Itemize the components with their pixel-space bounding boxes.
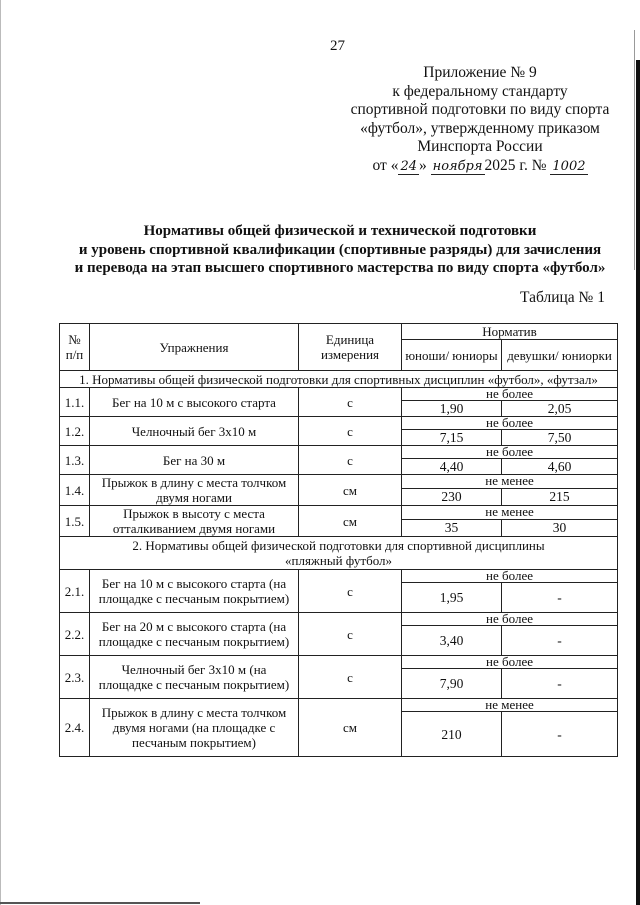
row-norm-type: не более [402, 388, 618, 401]
row-num: 1.2. [60, 417, 90, 446]
row-exercise: Челночный бег 3х10 м [90, 417, 299, 446]
section-title-line: «пляжный футбол» [285, 553, 393, 568]
row-norm-type: не более [402, 570, 618, 583]
header-girls: девушки/ юниорки [502, 340, 618, 371]
row-exercise: Бег на 10 м с высокого старта [90, 388, 299, 417]
scan-edge-right [636, 60, 640, 905]
header-exercise: Упражнения [90, 324, 299, 371]
scan-edge-right-thin [634, 30, 635, 270]
row-boys-value: 35 [402, 519, 502, 536]
row-num: 2.1. [60, 570, 90, 613]
row-girls-value: 4,60 [502, 459, 618, 475]
row-unit: см [299, 506, 402, 537]
document-title [70, 222, 610, 278]
row-girls-value: - [502, 583, 618, 613]
row-num: 2.4. [60, 699, 90, 757]
title-line: и перевода на этап высшего спортивного мастерства по виду спорта «футбол» [74, 260, 606, 276]
row-exercise: Бег на 20 м с высокого старта (на площадке с песчаным покрытием) [90, 613, 299, 656]
table-caption: Таблица № 1 [520, 289, 605, 306]
header-unit: Единица измерения [299, 324, 402, 371]
row-boys-value: 7,90 [402, 669, 502, 699]
row-unit: с [299, 417, 402, 446]
row-boys-value: 210 [402, 712, 502, 757]
header-boys: юноши/ юниоры [402, 340, 502, 371]
appendix-line: «футбол», утвержденному приказом [360, 119, 600, 137]
row-girls-value: - [502, 712, 618, 757]
row-exercise: Прыжок в длину с места толчком двумя ногами (на площадке с песчаным покрытием) [90, 699, 299, 757]
table-row [60, 475, 618, 489]
date-prefix: от « [372, 156, 399, 174]
appendix-line: спортивной подготовки по виду спорта [350, 101, 610, 118]
row-exercise: Бег на 10 м с высокого старта (на площадке с песчаным покрытием) [90, 570, 299, 613]
handwritten-month: ноября [432, 158, 483, 174]
row-girls-value: - [502, 626, 618, 656]
row-exercise: Челночный бег 3х10 м (на площадке с песчаным покрытием) [90, 656, 299, 699]
header-num: № п/п [60, 324, 90, 371]
handwritten-order-number: 1002 [552, 158, 586, 174]
table-row [60, 656, 618, 669]
row-exercise: Бег на 30 м [90, 446, 299, 475]
row-unit: с [299, 446, 402, 475]
row-girls-value: 215 [502, 488, 618, 505]
row-girls-value: 7,50 [502, 430, 618, 446]
row-girls-value: - [502, 669, 618, 699]
appendix-line: Приложение № 9 [423, 64, 537, 81]
row-num: 2.2. [60, 613, 90, 656]
table-row [60, 417, 618, 430]
row-norm-type: не более [402, 417, 618, 430]
section-title [60, 537, 618, 570]
row-boys-value: 3,40 [402, 626, 502, 656]
row-exercise: Прыжок в высоту с места отталкиванием двумя ногами [90, 506, 299, 537]
row-norm-type: не более [402, 446, 618, 459]
row-boys-value: 230 [402, 488, 502, 505]
row-exercise: Прыжок в длину с места толчком двумя ногами [90, 475, 299, 506]
title-line: и уровень спортивной квалификации (спортивные разряды) для зачисления [78, 241, 602, 258]
table-row [60, 446, 618, 459]
scan-edge-left [0, 0, 1, 905]
row-norm-type: не более [402, 613, 618, 626]
table-row [60, 699, 618, 712]
row-boys-value: 4,40 [402, 459, 502, 475]
row-girls-value: 2,05 [502, 401, 618, 417]
handwritten-day: 24 [400, 158, 417, 174]
appendix-block [340, 64, 620, 176]
row-num: 1.3. [60, 446, 90, 475]
row-unit: с [299, 570, 402, 613]
row-girls-value: 30 [502, 519, 618, 536]
row-num: 1.1. [60, 388, 90, 417]
date-mid: » [419, 156, 427, 174]
row-unit: с [299, 656, 402, 699]
appendix-line: Минспорта России [417, 138, 543, 155]
row-boys-value: 1,95 [402, 583, 502, 613]
row-num: 1.5. [60, 506, 90, 537]
row-unit: с [299, 613, 402, 656]
table-row [60, 388, 618, 401]
row-unit: см [299, 475, 402, 506]
section-title: 1. Нормативы общей физической подготовки для спортивных дисциплин «футбол», «футзал» [60, 371, 618, 388]
appendix-date-line [340, 157, 620, 177]
scan-edge-bottom [0, 902, 200, 904]
row-norm-type: не менее [402, 699, 618, 712]
norms-table [59, 323, 618, 757]
table-row [60, 570, 618, 583]
appendix-line: к федеральному стандарту [392, 82, 568, 100]
title-line: Нормативы общей физической и технической подготовки [143, 223, 537, 239]
row-norm-type: не менее [402, 506, 618, 520]
row-boys-value: 7,15 [402, 430, 502, 446]
year-text: 2025 г. № [484, 156, 547, 174]
row-unit: с [299, 388, 402, 417]
section-title-line: 2. Нормативы общей физической подготовки для спортивной дисциплины [132, 538, 545, 553]
table-row [60, 613, 618, 626]
row-num: 2.3. [60, 656, 90, 699]
row-norm-type: не более [402, 656, 618, 669]
row-boys-value: 1,90 [402, 401, 502, 417]
header-norm: Норматив [402, 324, 618, 340]
row-unit: см [299, 699, 402, 757]
table-row [60, 506, 618, 520]
page-number: 27 [330, 38, 345, 54]
row-num: 1.4. [60, 475, 90, 506]
row-norm-type: не менее [402, 475, 618, 489]
